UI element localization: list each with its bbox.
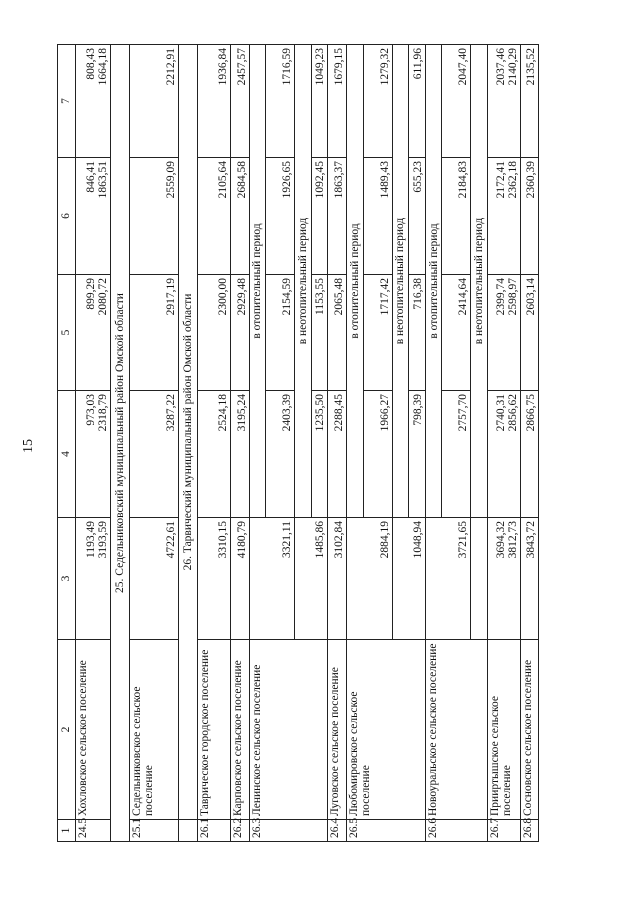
value-cell: 2135,52 — [521, 45, 539, 158]
row-name: Ленинское сельское поселение — [249, 640, 328, 820]
section-row — [178, 45, 197, 842]
value-cell: 1235,50 — [311, 391, 328, 518]
value-cell: 3102,84 — [328, 518, 347, 640]
section-row — [111, 45, 130, 842]
header-cell: 2 — [58, 640, 76, 820]
value-cell: 2684,58 — [230, 158, 249, 275]
value-cell: 2917,19 — [130, 275, 179, 391]
period-label: в отопительный период — [425, 45, 442, 518]
value-cell: 2457,57 — [230, 45, 249, 158]
value-cell: 1193,49 3193,59 — [75, 518, 110, 640]
value-cell: 2037,46 2140,29 — [487, 45, 520, 158]
period-label: в неотопительный период — [295, 45, 312, 518]
table-row — [75, 45, 110, 842]
value-cell: 2300,00 — [197, 275, 230, 391]
header-cell: 6 — [58, 158, 76, 275]
table-row — [521, 45, 539, 842]
value-cell: 973,03 2318,79 — [75, 391, 110, 518]
value-cell: 1279,32 — [363, 45, 392, 158]
value-cell: 2105,64 — [197, 158, 230, 275]
value-cell: 1092,45 — [311, 158, 328, 275]
row-number: 26.7 — [487, 820, 520, 842]
value-cell: 1049,23 — [311, 45, 328, 158]
value-cell: 2288,45 — [328, 391, 347, 518]
period-label: в неотопительный период — [392, 45, 409, 518]
section-heading: 25. Седельниковский муниципальный район Омской области — [111, 45, 130, 842]
table-row — [328, 45, 347, 842]
row-number: 25.1 — [130, 820, 179, 842]
row-name: Хохловское сельское поселение — [75, 640, 110, 820]
value-cell: 2884,19 — [347, 518, 392, 640]
value-cell: 1679,15 — [328, 45, 347, 158]
period-label: в отопительный период — [347, 45, 364, 518]
value-cell: 846,41 1863,51 — [75, 158, 110, 275]
row-number: 26.6 — [425, 820, 487, 842]
row-name: Сосновское сельское поселение — [521, 640, 539, 820]
table-header-row — [58, 45, 76, 842]
value-cell: 2399,74 2598,97 — [487, 275, 520, 391]
value-cell: 2559,09 — [130, 158, 179, 275]
table-row — [347, 45, 364, 842]
row-number: 26.3 — [249, 820, 328, 842]
value-cell: 1489,43 — [363, 158, 392, 275]
row-number: 26.4 — [328, 820, 347, 842]
value-cell: 2866,75 — [521, 391, 539, 518]
row-number: 26.2 — [230, 820, 249, 842]
value-cell: 1485,86 — [295, 518, 328, 640]
value-cell: 2065,48 — [328, 275, 347, 391]
section-heading: 26. Тарвичеcкий муниципальный район Омской области — [178, 45, 197, 820]
value-cell: 3310,15 — [197, 518, 230, 640]
row-number: 24.5 — [75, 820, 110, 842]
value-cell: 2740,31 2856,62 — [487, 391, 520, 518]
value-cell: 3843,72 — [521, 518, 539, 640]
table-row — [249, 45, 266, 842]
header-cell: 7 — [58, 45, 76, 158]
value-cell: 1716,59 — [266, 45, 295, 158]
value-cell: 2360,39 — [521, 158, 539, 275]
header-cell: 3 — [58, 518, 76, 640]
row-number: 26.1 — [197, 820, 230, 842]
value-cell: 3321,11 — [249, 518, 294, 640]
value-cell: 1153,55 — [311, 275, 328, 391]
row-number: 26.5 — [347, 820, 426, 842]
value-cell: 3721,65 — [425, 518, 470, 640]
header-cell: 4 — [58, 391, 76, 518]
value-cell: 808,43 1664,18 — [75, 45, 110, 158]
table-row — [130, 45, 179, 842]
value-cell: 4722,61 — [130, 518, 179, 640]
empty-cell — [471, 518, 488, 640]
value-cell: 611,96 — [409, 45, 426, 158]
row-name: Любомировское сельское поселение — [347, 640, 426, 820]
value-cell: 2047,40 — [442, 45, 471, 158]
value-cell: 2154,59 — [266, 275, 295, 391]
period-label: в неотопительный период — [471, 45, 488, 518]
row-name: Карповское сельское поселение — [230, 640, 249, 820]
value-cell: 3694,32 3812,73 — [487, 518, 520, 640]
value-cell: 1936,84 — [197, 45, 230, 158]
table-row — [487, 45, 520, 842]
value-cell: 798,39 — [409, 391, 426, 518]
tariff-table — [57, 44, 539, 842]
value-cell: 2212,91 — [130, 45, 179, 158]
row-name: Седельниковское сельское поселение — [130, 640, 179, 820]
value-cell: 3195,24 — [230, 391, 249, 518]
value-cell: 2184,83 — [442, 158, 471, 275]
value-cell: 2929,48 — [230, 275, 249, 391]
value-cell: 2414,64 — [442, 275, 471, 391]
value-cell: 2403,39 — [266, 391, 295, 518]
header-cell: 5 — [58, 275, 76, 391]
value-cell: 1048,94 — [392, 518, 425, 640]
period-label: в отопительный период — [249, 45, 266, 518]
page-number: 15 — [21, 439, 36, 453]
value-cell: 2524,18 — [197, 391, 230, 518]
header-cell: 1 — [58, 820, 76, 842]
value-cell: 1717,42 — [363, 275, 392, 391]
value-cell: 4180,79 — [230, 518, 249, 640]
value-cell: 1926,65 — [266, 158, 295, 275]
value-cell: 1863,37 — [328, 158, 347, 275]
value-cell: 899,29 2080,72 — [75, 275, 110, 391]
value-cell: 2172,41 2362,18 — [487, 158, 520, 275]
value-cell: 716,38 — [409, 275, 426, 391]
row-name: Прииртышское сельское поселение — [487, 640, 520, 820]
table-row — [230, 45, 249, 842]
value-cell: 2603,14 — [521, 275, 539, 391]
empty-cell — [178, 820, 197, 842]
value-cell: 1966,27 — [363, 391, 392, 518]
row-name: Новоуральское сельское поселение — [425, 640, 487, 820]
row-number: 26.8 — [521, 820, 539, 842]
table-row — [425, 45, 442, 842]
value-cell: 3287,22 — [130, 391, 179, 518]
row-name: Луговское сельское поселение — [328, 640, 347, 820]
table-row — [197, 45, 230, 842]
row-name: Таврическое городское поселение — [197, 640, 230, 820]
value-cell: 655,23 — [409, 158, 426, 275]
rotated-table-sheet — [57, 45, 539, 842]
value-cell: 2757,70 — [442, 391, 471, 518]
